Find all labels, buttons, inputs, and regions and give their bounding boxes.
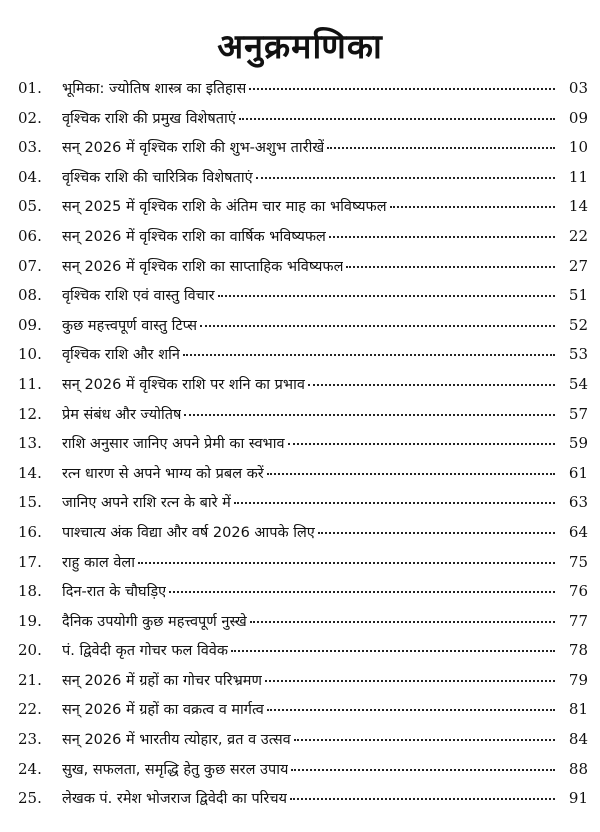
toc-entry-page: 61: [568, 463, 588, 482]
toc-entry: [18, 315, 588, 345]
dot-leader: [231, 650, 555, 652]
toc-entry: [18, 256, 588, 286]
toc-entry-number: 19.: [18, 611, 42, 630]
dot-leader: [256, 177, 555, 179]
toc-entry: [18, 699, 588, 729]
toc-entry: [18, 285, 588, 315]
toc-entry-number: 06.: [18, 226, 42, 245]
toc-entry: [18, 492, 588, 522]
toc-entry-number: 20.: [18, 641, 42, 660]
toc-entry-title: प्रेम संबंध और ज्योतिष: [62, 406, 182, 423]
dot-leader: [265, 680, 555, 682]
toc-entry-page: 75: [568, 552, 588, 571]
dot-leader: [200, 325, 555, 327]
toc-entry-title: जानिए अपने राशि रत्न के बारे में: [62, 495, 231, 512]
toc-entry-number: 02.: [18, 108, 42, 127]
toc-entry-number: 22.: [18, 700, 42, 719]
toc-entry-page: 91: [568, 789, 588, 808]
toc-entry-title: पं. द्विवेदी कृत गोचर फल विवेक: [62, 643, 228, 660]
dot-leader: [138, 562, 555, 564]
dot-leader: [234, 502, 555, 504]
toc-entry-number: 15.: [18, 493, 42, 512]
toc-entry-title: सन् 2026 में वृश्चिक राशि का वार्षिक भविष्यफल: [62, 228, 326, 245]
toc-entry-page: 84: [568, 730, 588, 749]
toc-entry-page: 03: [568, 79, 588, 97]
toc-entry-page: 59: [568, 434, 588, 453]
toc-entry-title: वृश्चिक राशि की चारित्रिक विशेषताएं: [62, 169, 253, 186]
toc-entry-page: 22: [568, 226, 588, 245]
dot-leader: [267, 473, 555, 475]
dot-leader: [318, 532, 555, 534]
toc-entry: [18, 137, 588, 167]
toc-entry-title: पाश्चात्य अंक विद्या और वर्ष 2026 आपके लिए: [62, 524, 315, 541]
toc-entry-number: 03.: [18, 138, 42, 157]
toc-entry-page: 09: [568, 108, 588, 127]
toc-entry-page: 79: [568, 670, 588, 689]
toc-entry-number: 17.: [18, 552, 42, 571]
toc-entry: [18, 552, 588, 582]
toc-entry-number: 23.: [18, 730, 42, 749]
toc-entry-number: 18.: [18, 582, 42, 601]
toc-entry-title: वृश्चिक राशि एवं वास्तु विचार: [62, 288, 215, 305]
toc-entry-title: राहु काल वेला: [62, 554, 135, 571]
toc-entry-number: 04.: [18, 167, 42, 186]
toc-entry-page: 76: [568, 582, 588, 601]
toc-entry-page: 81: [568, 700, 588, 719]
dot-leader: [390, 206, 555, 208]
dot-leader: [183, 354, 555, 356]
toc-entry-number: 08.: [18, 286, 42, 305]
toc-entry-title: कुछ महत्त्वपूर्ण वास्तु टिप्स: [62, 317, 198, 334]
toc-entry: [18, 463, 588, 493]
toc-entry-number: 16.: [18, 522, 42, 541]
toc-entry-number: 14.: [18, 463, 42, 482]
dot-leader: [218, 295, 555, 297]
toc-entry-page: 57: [568, 404, 588, 423]
toc-entry-number: 25.: [18, 789, 42, 808]
dot-leader: [346, 266, 555, 268]
dot-leader: [239, 118, 555, 120]
toc-entry-title: वृश्चिक राशि और शनि: [62, 347, 180, 364]
toc-entry-page: 77: [568, 611, 588, 630]
toc-entry-title: सन् 2026 में ग्रहों का गोचर परिभ्रमण: [62, 672, 262, 689]
toc-entry-title: दिन-रात के चौघड़िए: [62, 584, 167, 601]
toc-entry: [18, 108, 588, 138]
toc-entry-title: सन् 2026 में वृश्चिक राशि की शुभ-अशुभ तारीखें: [62, 140, 325, 157]
toc-entry-page: 64: [568, 522, 588, 541]
dot-leader: [308, 384, 555, 386]
toc-entry-number: 01.: [18, 79, 42, 97]
toc-entry-number: 11.: [18, 374, 42, 393]
toc-entry-title: लेखक पं. रमेश भोजराज द्विवेदी का परिचय: [62, 791, 287, 808]
toc-entry: [18, 374, 588, 404]
toc-entry-page: 53: [568, 345, 588, 364]
toc-entry-number: 12.: [18, 404, 42, 423]
toc-entry: [18, 196, 588, 226]
toc-entry-page: 54: [568, 374, 588, 393]
toc-entry-number: 07.: [18, 256, 42, 275]
toc-entry-page: 10: [568, 138, 588, 157]
toc-entry-page: 63: [568, 493, 588, 512]
toc-entry: [18, 611, 588, 641]
toc-entry-title: वृश्चिक राशि की प्रमुख विशेषताएं: [62, 110, 236, 127]
toc-entry-page: 27: [568, 256, 588, 275]
toc-entry-page: 11: [568, 167, 588, 186]
toc-entry-page: 78: [568, 641, 588, 660]
dot-leader: [184, 414, 555, 416]
toc-entry: [18, 344, 588, 374]
toc-entry-number: 13.: [18, 434, 42, 453]
dot-leader: [288, 443, 555, 445]
toc-entry: [18, 670, 588, 700]
toc-entry-title: सन् 2026 में भारतीय त्योहार, व्रत व उत्सव: [62, 732, 291, 749]
toc-entry: [18, 640, 588, 670]
toc-entry: [18, 404, 588, 434]
dot-leader: [329, 236, 555, 238]
dot-leader: [327, 147, 555, 149]
toc-entry: [18, 729, 588, 759]
dot-leader: [294, 739, 555, 741]
toc-entry: [18, 759, 588, 789]
toc-entry-title: दैनिक उपयोगी कुछ महत्त्वपूर्ण नुस्खे: [62, 613, 247, 630]
dot-leader: [169, 591, 555, 593]
toc-entry-page: 88: [568, 759, 588, 778]
toc-entry-number: 21.: [18, 670, 42, 689]
toc-entry-number: 05.: [18, 197, 42, 216]
dot-leader: [249, 88, 555, 90]
toc-entry-title: सन् 2026 में वृश्चिक राशि का साप्ताहिक भविष्यफल: [62, 258, 344, 275]
dot-leader: [250, 621, 555, 623]
toc-entry: [18, 78, 588, 108]
toc-entry: [18, 226, 588, 256]
toc-list: [18, 78, 588, 818]
dot-leader: [291, 769, 555, 771]
toc-entry: [18, 522, 588, 552]
toc-entry-page: 52: [568, 315, 588, 334]
toc-entry-title: सन् 2026 में ग्रहों का वक्रत्व व मार्गत्व: [62, 702, 264, 719]
toc-entry-page: 51: [568, 286, 588, 305]
toc-entry: [18, 433, 588, 463]
toc-entry: [18, 581, 588, 611]
toc-entry-title: रत्न धारण से अपने भाग्य को प्रबल करें: [62, 465, 264, 482]
toc-entry-number: 10.: [18, 345, 42, 364]
toc-entry-title: भूमिका: ज्योतिष शास्त्र का इतिहास: [62, 81, 247, 97]
toc-entry-title: राशि अनुसार जानिए अपने प्रेमी का स्वभाव: [62, 436, 285, 453]
toc-entry-number: 24.: [18, 759, 42, 778]
toc-entry: [18, 788, 588, 818]
toc-entry-title: सन् 2026 में वृश्चिक राशि पर शनि का प्रभाव: [62, 376, 305, 393]
dot-leader: [290, 798, 555, 800]
toc-entry-title: सुख, सफलता, समृद्धि हेतु कुछ सरल उपाय: [62, 761, 289, 778]
page-title: अनुक्रमणिका: [217, 27, 383, 67]
toc-entry-title: सन् 2025 में वृश्चिक राशि के अंतिम चार माह का भविष्यफल: [62, 199, 387, 216]
toc-entry-page: 14: [568, 197, 588, 216]
toc-entry-number: 09.: [18, 315, 42, 334]
toc-entry: [18, 167, 588, 197]
dot-leader: [267, 709, 555, 711]
